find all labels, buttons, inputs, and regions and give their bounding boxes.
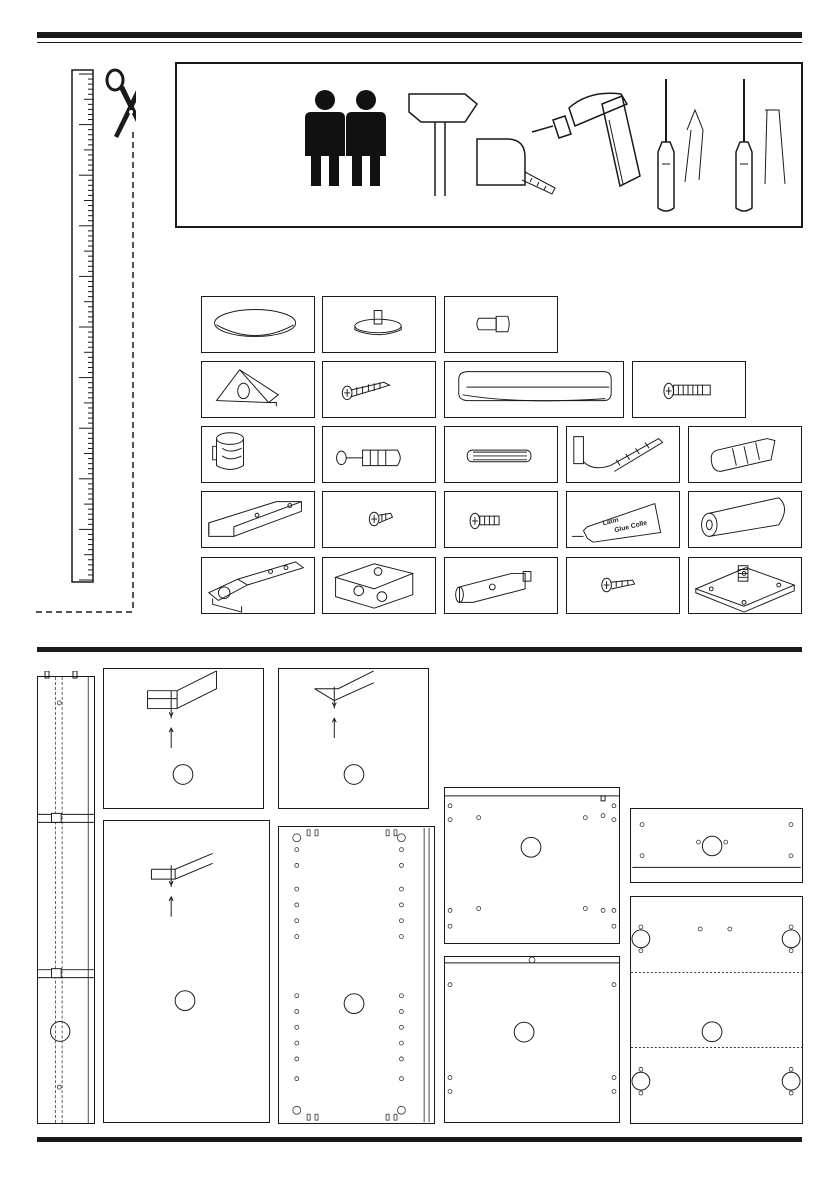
hw-hook-screw xyxy=(566,426,680,483)
hw-drawer-runner xyxy=(201,491,315,548)
panel-perforated xyxy=(278,826,435,1124)
panel-top-strip xyxy=(630,808,803,883)
scissors-icon xyxy=(107,70,136,138)
panel-side-tall xyxy=(37,676,95,1124)
tools-panel xyxy=(175,62,803,228)
hw-wood-screw xyxy=(322,361,436,418)
flat-screwdriver-icon xyxy=(736,79,785,211)
hw-leveling-plate xyxy=(688,557,802,614)
tape-measure-icon xyxy=(477,139,555,194)
hammer-icon xyxy=(409,94,477,196)
hw-short-screw xyxy=(322,491,436,548)
panel-shelf-lower xyxy=(444,956,620,1123)
hw-cover-cap xyxy=(201,296,315,353)
hw-handle xyxy=(444,361,624,418)
hw-connector xyxy=(444,557,558,614)
hw-machine-screw xyxy=(632,361,746,418)
hw-cam-lock xyxy=(201,426,315,483)
hw-small-screw xyxy=(566,557,680,614)
footer-rule-thick xyxy=(37,1137,802,1142)
hw-cylinder-foot xyxy=(688,491,802,548)
hw-glue-tube xyxy=(566,491,680,548)
hw-bolt xyxy=(444,491,558,548)
hw-shelf-support xyxy=(322,296,436,353)
section-rule-thick xyxy=(37,647,802,652)
cut-out-ruler xyxy=(36,62,136,617)
glue-tube-label-line2: Glue Colle xyxy=(613,519,648,535)
panel-edge-detail-3 xyxy=(103,820,270,1123)
panel-shelf-upper xyxy=(444,787,620,944)
phillips-screwdriver-icon xyxy=(658,79,703,211)
panel-edge-detail-1 xyxy=(103,668,264,809)
hw-dowel-pin xyxy=(444,296,558,353)
header-rule-thick xyxy=(37,32,802,38)
panel-edge-detail-2 xyxy=(278,668,429,809)
drill-icon xyxy=(532,93,640,186)
header-rule-thin xyxy=(37,42,802,43)
hw-wall-plug xyxy=(688,426,802,483)
hw-cam-bolt xyxy=(322,426,436,483)
two-persons-icon xyxy=(305,90,386,186)
panel-side-tall-knobs xyxy=(37,668,95,678)
hw-hinge-plate xyxy=(322,557,436,614)
hw-corner-block xyxy=(201,361,315,418)
panel-bottom-base xyxy=(630,896,803,1124)
glue-tube-label-line1: Latin xyxy=(602,516,620,528)
hw-wooden-dowel xyxy=(444,426,558,483)
hw-hinge xyxy=(201,557,315,614)
